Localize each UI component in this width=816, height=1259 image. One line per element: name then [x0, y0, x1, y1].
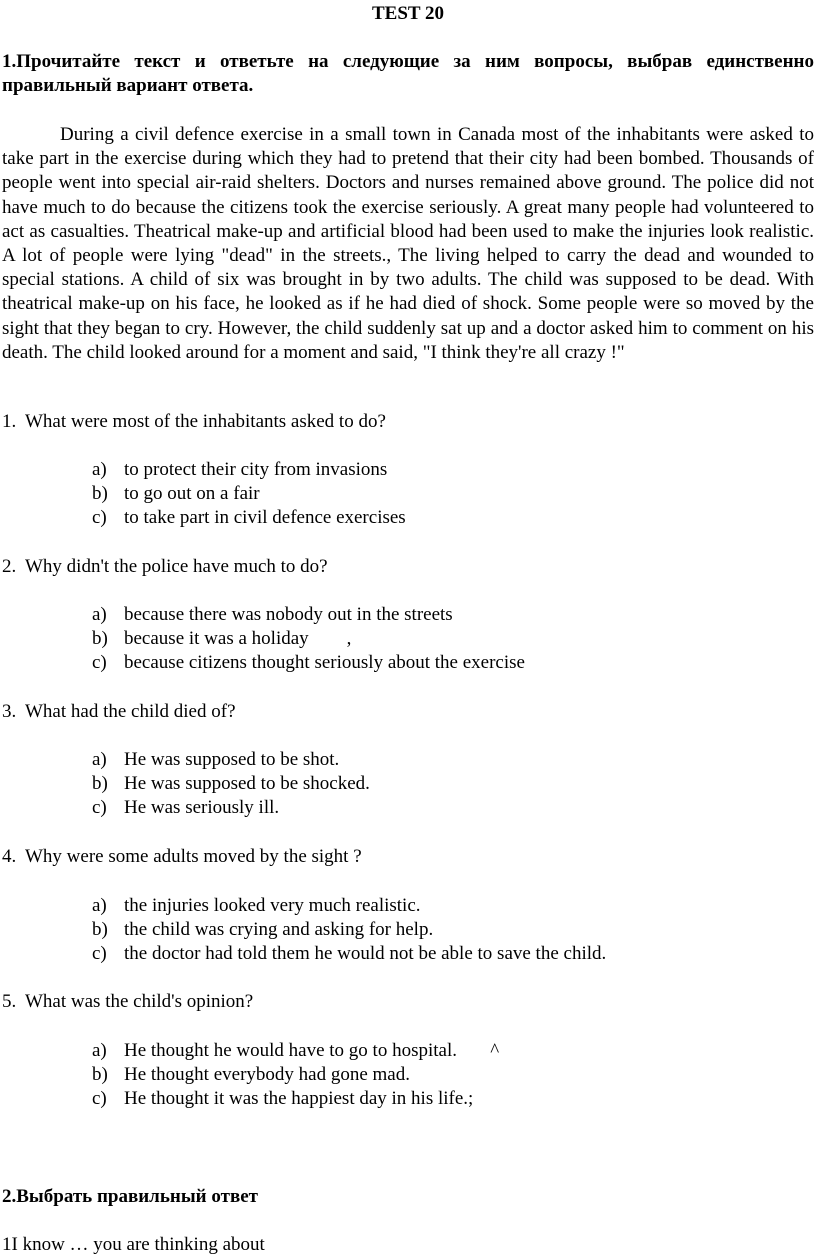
option-text: the child was crying and asking for help.: [124, 919, 434, 941]
test-title: TEST 20: [372, 3, 444, 24]
option-letter: a): [92, 749, 107, 770]
question-number: 1.: [2, 411, 17, 432]
question-number: 3.: [2, 701, 17, 722]
option-text: He was seriously ill.: [124, 797, 280, 819]
question-3-options: [92, 748, 812, 821]
question-2-options: [92, 603, 812, 676]
option-c: [92, 796, 812, 820]
option-text: He thought everybody had gone mad.: [124, 1064, 410, 1086]
option-a: [92, 894, 812, 918]
option-c: [92, 506, 812, 530]
option-letter: a): [92, 459, 107, 480]
option-text: to go out on a fair: [124, 483, 260, 505]
option-text: the injuries looked very much realistic.: [124, 895, 421, 916]
option-b: [92, 1063, 812, 1087]
option-text: because it was a holiday ,: [124, 628, 352, 650]
question-4-options: [92, 894, 812, 967]
option-c: [92, 942, 812, 966]
question-text: What had the child died of?: [25, 701, 236, 722]
option-c: [92, 1087, 812, 1111]
option-letter: b): [92, 1064, 108, 1086]
option-text: to protect their city from invasions: [124, 459, 388, 480]
option-a: [92, 603, 812, 627]
question-3: [2, 700, 814, 724]
option-c: [92, 651, 812, 675]
question-5-options: [92, 1039, 812, 1112]
option-a: [92, 748, 812, 772]
option-letter: c): [92, 943, 107, 965]
option-text: He thought he would have to go to hospital. ^: [124, 1040, 500, 1061]
option-b: [92, 482, 812, 506]
option-text: because citizens thought seriously about the exercise: [124, 652, 525, 674]
option-text: He was supposed to be shot.: [124, 749, 340, 770]
option-letter: a): [92, 895, 107, 916]
option-letter: a): [92, 1040, 107, 1061]
option-letter: b): [92, 628, 108, 650]
option-letter: c): [92, 797, 107, 819]
option-text: to take part in civil defence exercises: [124, 507, 406, 529]
reading-passage: During a civil defence exercise in a small town in Canada most of the inhabitants were asked to take part in the exercise during which they had to pretend that their city had been bombed. Thousands of people went into special air-raid shelters. Doctors and nurses remained above ground. The police did not have much to do because the citizens took the exercise seriously. A great many people had volunteered to act as casualties. Theatrical make-up and artificial blood had been used to make the injuries look realistic. A lot of people were lying "dead" in the streets., The living helped to carry the dead and wounded to special stations. A child of six was brought in by two adults. The child was supposed to be dead. With theatrical make-up on his face, he looked as if he had died of shock. Some people were so moved by the sight that they began to cry. However, the child suddenly sat up and a doctor asked him to comment on his death. The child looked around for a moment and said, "I think they're all crazy !": [2, 124, 814, 363]
option-b: [92, 627, 812, 651]
option-letter: b): [92, 773, 108, 795]
task2-item-1: 1I know … you are thinking about: [2, 1234, 265, 1255]
question-2: [2, 555, 814, 579]
option-text: the doctor had told them he would not be able to save the child.: [124, 943, 607, 965]
question-1: [2, 410, 814, 434]
question-text: What were most of the inhabitants asked to do?: [25, 411, 386, 432]
question-1-options: [92, 458, 812, 531]
question-number: 4.: [2, 846, 17, 867]
option-a: [92, 1039, 812, 1063]
option-letter: c): [92, 1088, 107, 1110]
option-b: [92, 772, 812, 796]
question-5: [2, 990, 814, 1014]
option-letter: b): [92, 919, 108, 941]
question-4: [2, 845, 814, 869]
option-letter: c): [92, 507, 107, 529]
question-text: Why didn't the police have much to do?: [25, 556, 328, 577]
question-number: 2.: [2, 556, 17, 577]
question-number: 5.: [2, 991, 17, 1012]
question-text: What was the child's opinion?: [25, 991, 254, 1012]
option-text: He thought it was the happiest day in his life.;: [124, 1088, 474, 1110]
task1-heading: 1.Прочитайте текст и ответьте на следующие за ним вопросы, выбрав единственно правильный вариант ответа.: [2, 51, 814, 97]
option-text: He was supposed to be shocked.: [124, 773, 370, 795]
option-letter: b): [92, 483, 108, 505]
option-letter: a): [92, 604, 107, 625]
option-b: [92, 918, 812, 942]
option-a: [92, 458, 812, 482]
question-text: Why were some adults moved by the sight ?: [25, 846, 362, 867]
task2-heading: 2.Выбрать правильный ответ: [2, 1186, 258, 1207]
option-text: because there was nobody out in the streets: [124, 604, 453, 625]
option-letter: c): [92, 652, 107, 674]
